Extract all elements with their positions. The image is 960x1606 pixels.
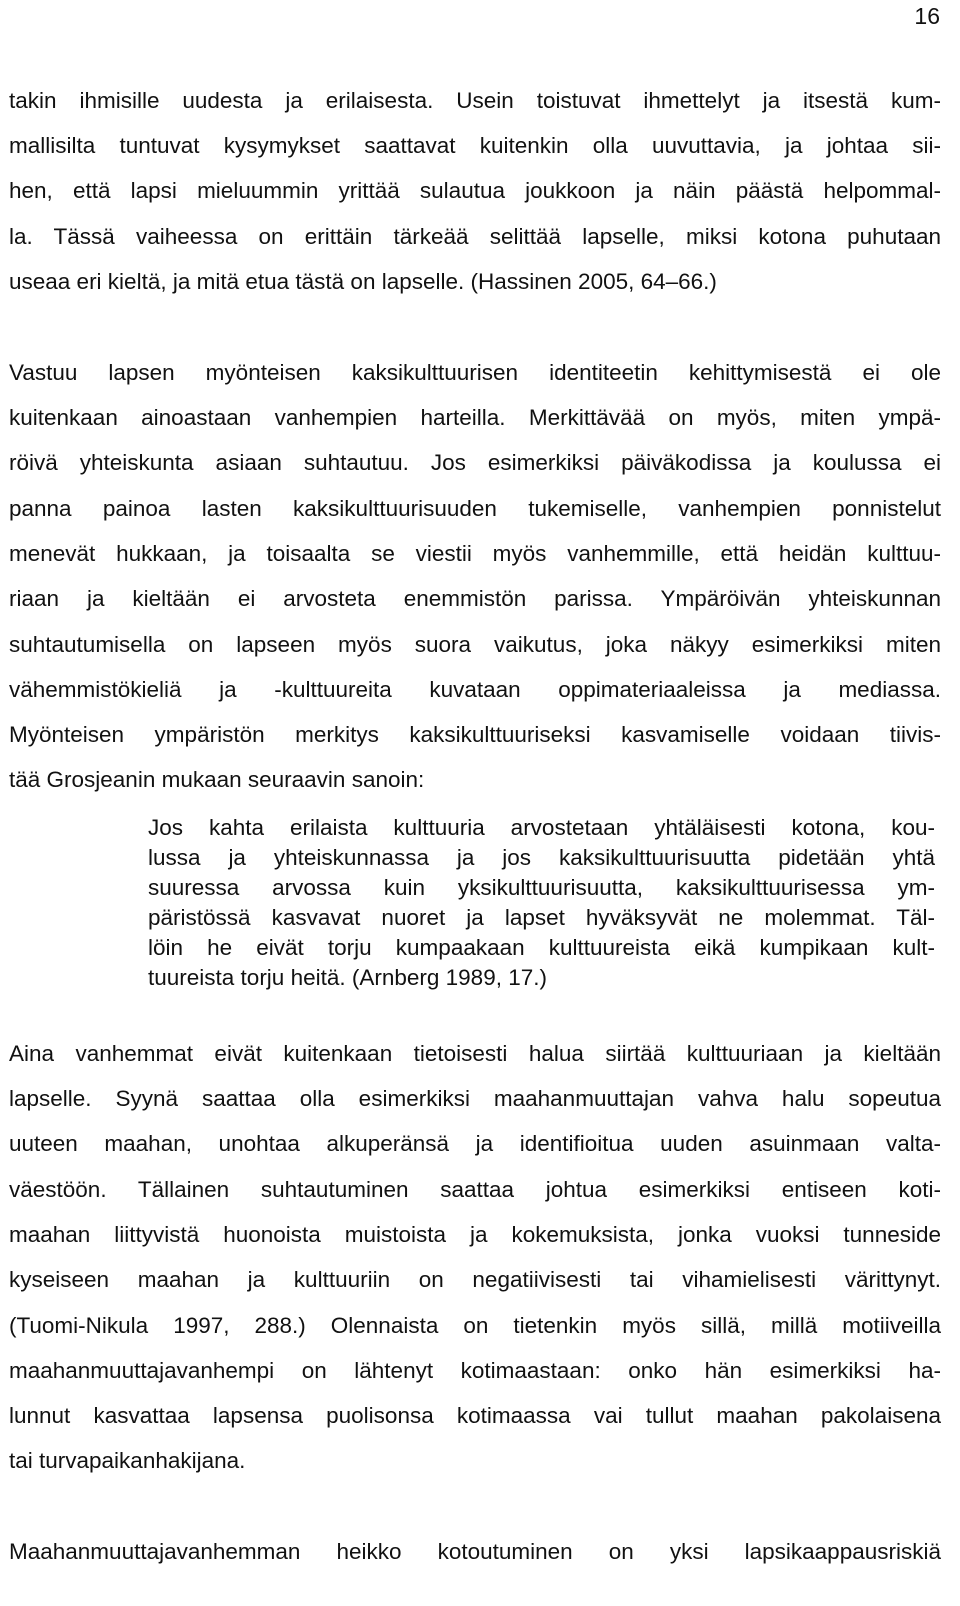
text-line: Maahanmuuttajavanhemman heikko kotoutuminen on yksi lapsikaappausriskiä [9,1539,941,1564]
text-line: mallisilta tuntuvat kysymykset saattavat kuitenkin olla uuvuttavia, ja johtaa sii- [9,133,941,158]
text-line: suhtautumisella on lapseen myös suora vaikutus, joka näkyy esimerkiksi miten [9,632,941,657]
text-line: takin ihmisille uudesta ja erilaisesta. Usein toistuvat ihmettelyt ja itsestä kum- [9,88,941,113]
quote-line: Jos kahta erilaista kulttuuria arvostetaan yhtäläisesti kotona, kou- [148,815,935,840]
text-line: tai turvapaikanhakijana. [9,1448,246,1473]
text-line: useaa eri kieltä, ja mitä etua tästä on lapselle. (Hassinen 2005, 64–66.) [9,269,717,294]
text-line: uuteen maahan, unohtaa alkuperänsä ja identifioitua uuden asuinmaan valta- [9,1131,941,1156]
text-line: Vastuu lapsen myönteisen kaksikulttuurisen identiteetin kehittymisestä ei ole [9,360,941,385]
text-line: menevät hukkaan, ja toisaalta se viestii myös vanhemmille, että heidän kulttuu- [9,541,941,566]
quote-line: suuressa arvossa kuin yksikulttuurisuutta, kaksikulttuurisessa ym- [148,875,935,900]
text-line: Myönteisen ympäristön merkitys kaksikulttuuriseksi kasvamiselle voidaan tiivis- [9,722,941,747]
text-line: vähemmistökieliä ja -kulttuureita kuvataan oppimateriaaleissa ja mediassa. [9,677,941,702]
text-line: kuitenkaan ainoastaan vanhempien harteilla. Merkittävää on myös, miten ympä- [9,405,941,430]
text-line: lunnut kasvattaa lapsensa puolisonsa kotimaassa vai tullut maahan pakolaisena [9,1403,941,1428]
text-line: (Tuomi-Nikula 1997, 288.) Olennaista on tietenkin myös sillä, millä motiiveilla [9,1313,941,1338]
text-line: panna painoa lasten kaksikulttuurisuuden tukemiselle, vanhempien ponnistelut [9,496,941,521]
quote-line: päristössä kasvavat nuoret ja lapset hyväksyvät ne molemmat. Täl- [148,905,935,930]
text-line: röivä yhteiskunta asiaan suhtautuu. Jos esimerkiksi päiväkodissa ja koulussa ei [9,450,941,475]
text-line: tää Grosjeanin mukaan seuraavin sanoin: [9,767,425,792]
text-line: riaan ja kieltään ei arvosteta enemmistön parissa. Ympäröivän yhteiskunnan [9,586,941,611]
quote-line: lussa ja yhteiskunnassa ja jos kaksikulttuurisuutta pidetään yhtä [148,845,935,870]
text-line: Aina vanhemmat eivät kuitenkaan tietoisesti halua siirtää kulttuuriaan ja kieltään [9,1041,941,1066]
text-line: hen, että lapsi mieluummin yrittää sulautua joukkoon ja näin päästä helpommal- [9,178,941,203]
text-line: la. Tässä vaiheessa on erittäin tärkeää selittää lapselle, miksi kotona puhutaan [9,224,941,249]
text-line: maahanmuuttajavanhempi on lähtenyt kotimaastaan: onko hän esimerkiksi ha- [9,1358,941,1383]
quote-line: löin he eivät torju kumpaakaan kulttuureista eikä kumpikaan kult- [148,935,935,960]
text-line: kyseiseen maahan ja kulttuuriin on negatiivisesti tai vihamielisesti värittynyt. [9,1267,941,1292]
quote-line: tuureista torju heitä. (Arnberg 1989, 17.) [148,965,547,990]
page-number: 16 [914,3,940,29]
text-line: lapselle. Syynä saattaa olla esimerkiksi maahanmuuttajan vahva halu sopeutua [9,1086,941,1111]
text-line: väestöön. Tällainen suhtautuminen saattaa johtua esimerkiksi entiseen koti- [9,1177,941,1202]
text-line: maahan liittyvistä huonoista muistoista ja kokemuksista, jonka vuoksi tunneside [9,1222,941,1247]
